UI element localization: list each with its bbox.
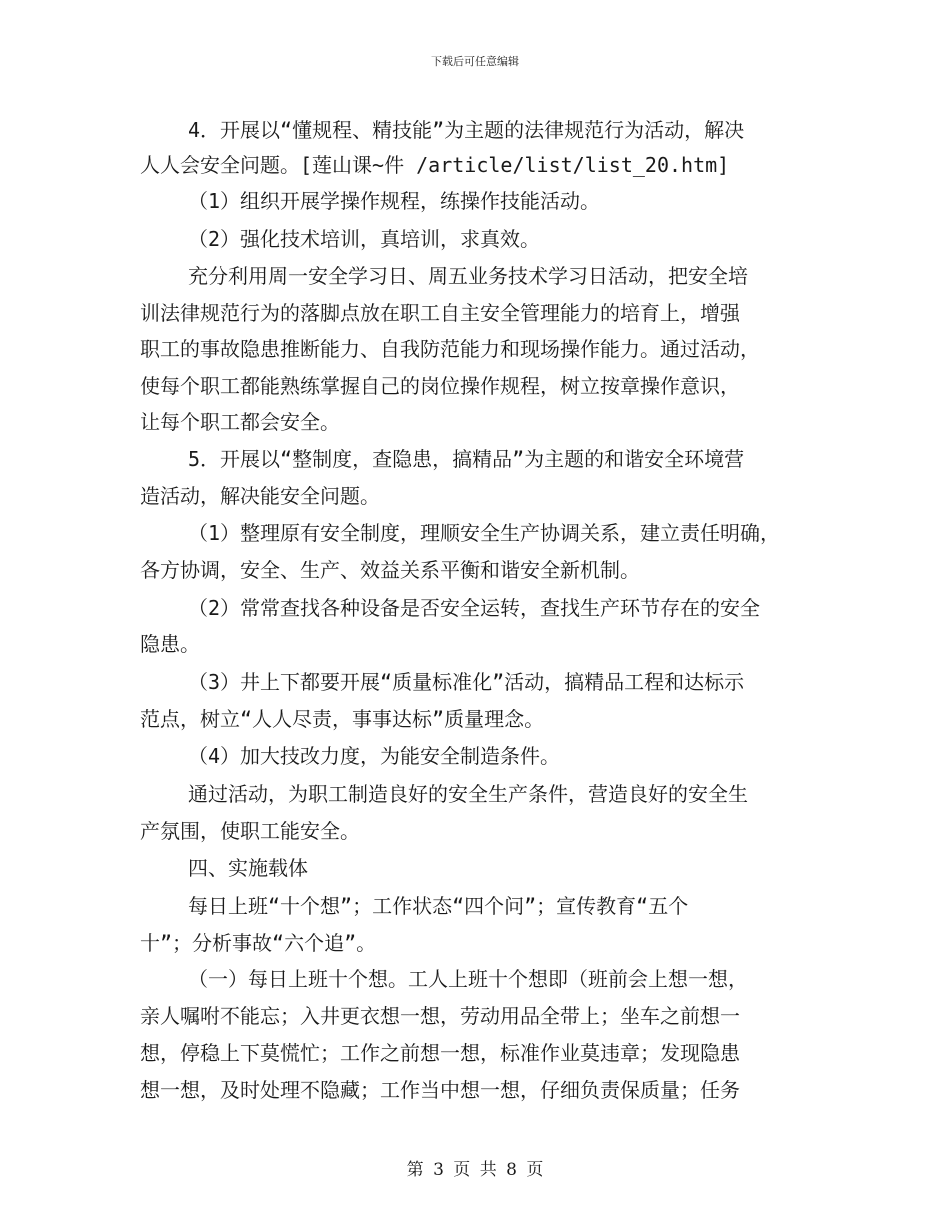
text-line: 职工的事故隐患推断能力、自我防范能力和现场操作能力。通过活动， [140, 337, 760, 361]
page-header: 下载后可任意编辑 [431, 55, 519, 68]
text-line: 造活动，解决能安全问题。 [140, 484, 380, 508]
text-line: 范点，树立“人人尽责，事事达标”质量理念。 [140, 707, 545, 731]
text-line: 使每个职工都能熟练掌握自己的岗位操作规程，树立按章操作意识， [140, 374, 740, 398]
text-line: 产氛围，使职工能安全。 [140, 819, 360, 843]
text-line: （2）常常查找各种设备是否安全运转，查找生产环节存在的安全 [188, 596, 761, 620]
text-line: 5．开展以“整制度，查隐患，搞精品”为主题的和谐安全环境营 [188, 447, 745, 471]
text-line: 充分利用周一安全学习日、周五业务技术学习日活动，把安全培 [188, 264, 748, 288]
text-line: 训法律规范行为的落脚点放在职工自主安全管理能力的培育上，增强 [140, 301, 740, 325]
text-line: （1）组织开展学操作规程，练操作技能活动。 [188, 189, 601, 213]
text-line: 人人会安全问题。[莲山课~件 /article/list/list_20.htm] [140, 153, 730, 177]
text-line: 4．开展以“懂规程、精技能”为主题的法律规范行为活动，解决 [188, 118, 745, 142]
text-line: （3）井上下都要开展“质量标准化”活动，搞精品工程和达标示 [188, 670, 745, 694]
text-line: （2）强化技术培训，真培训，求真效。 [188, 227, 541, 251]
text-line: 十”；分析事故“六个追”。 [140, 931, 377, 955]
text-line: （4）加大技改力度，为能安全制造条件。 [188, 744, 561, 768]
text-line: 通过活动，为职工制造良好的安全生产条件，营造良好的安全生 [188, 782, 748, 806]
text-line: 隐患。 [140, 632, 200, 656]
page-number: 第 3 页 共 8 页 [406, 1160, 544, 1180]
text-line: 各方协调，安全、生产、效益关系平衡和谐安全新机制。 [140, 558, 640, 582]
text-line: 让每个职工都会安全。 [140, 410, 340, 434]
text-line: （1）整理原有安全制度，理顺安全生产协调关系，建立责任明确， [188, 521, 781, 545]
text-line: 想一想，及时处理不隐藏；工作当中想一想，仔细负责保质量；任务 [140, 1078, 740, 1102]
text-line: 亲人嘱咐不能忘；入井更衣想一想，劳动用品全带上；坐车之前想一 [140, 1004, 740, 1028]
text-line: （一）每日上班十个想。工人上班十个想即（班前会上想一想， [188, 967, 748, 991]
text-line: 每日上班“十个想”；工作状态“四个问”；宣传教育“五个 [188, 894, 689, 918]
text-line: 四、实施载体 [188, 856, 308, 880]
text-line: 想，停稳上下莫慌忙；工作之前想一想，标准作业莫违章；发现隐患 [140, 1041, 740, 1065]
